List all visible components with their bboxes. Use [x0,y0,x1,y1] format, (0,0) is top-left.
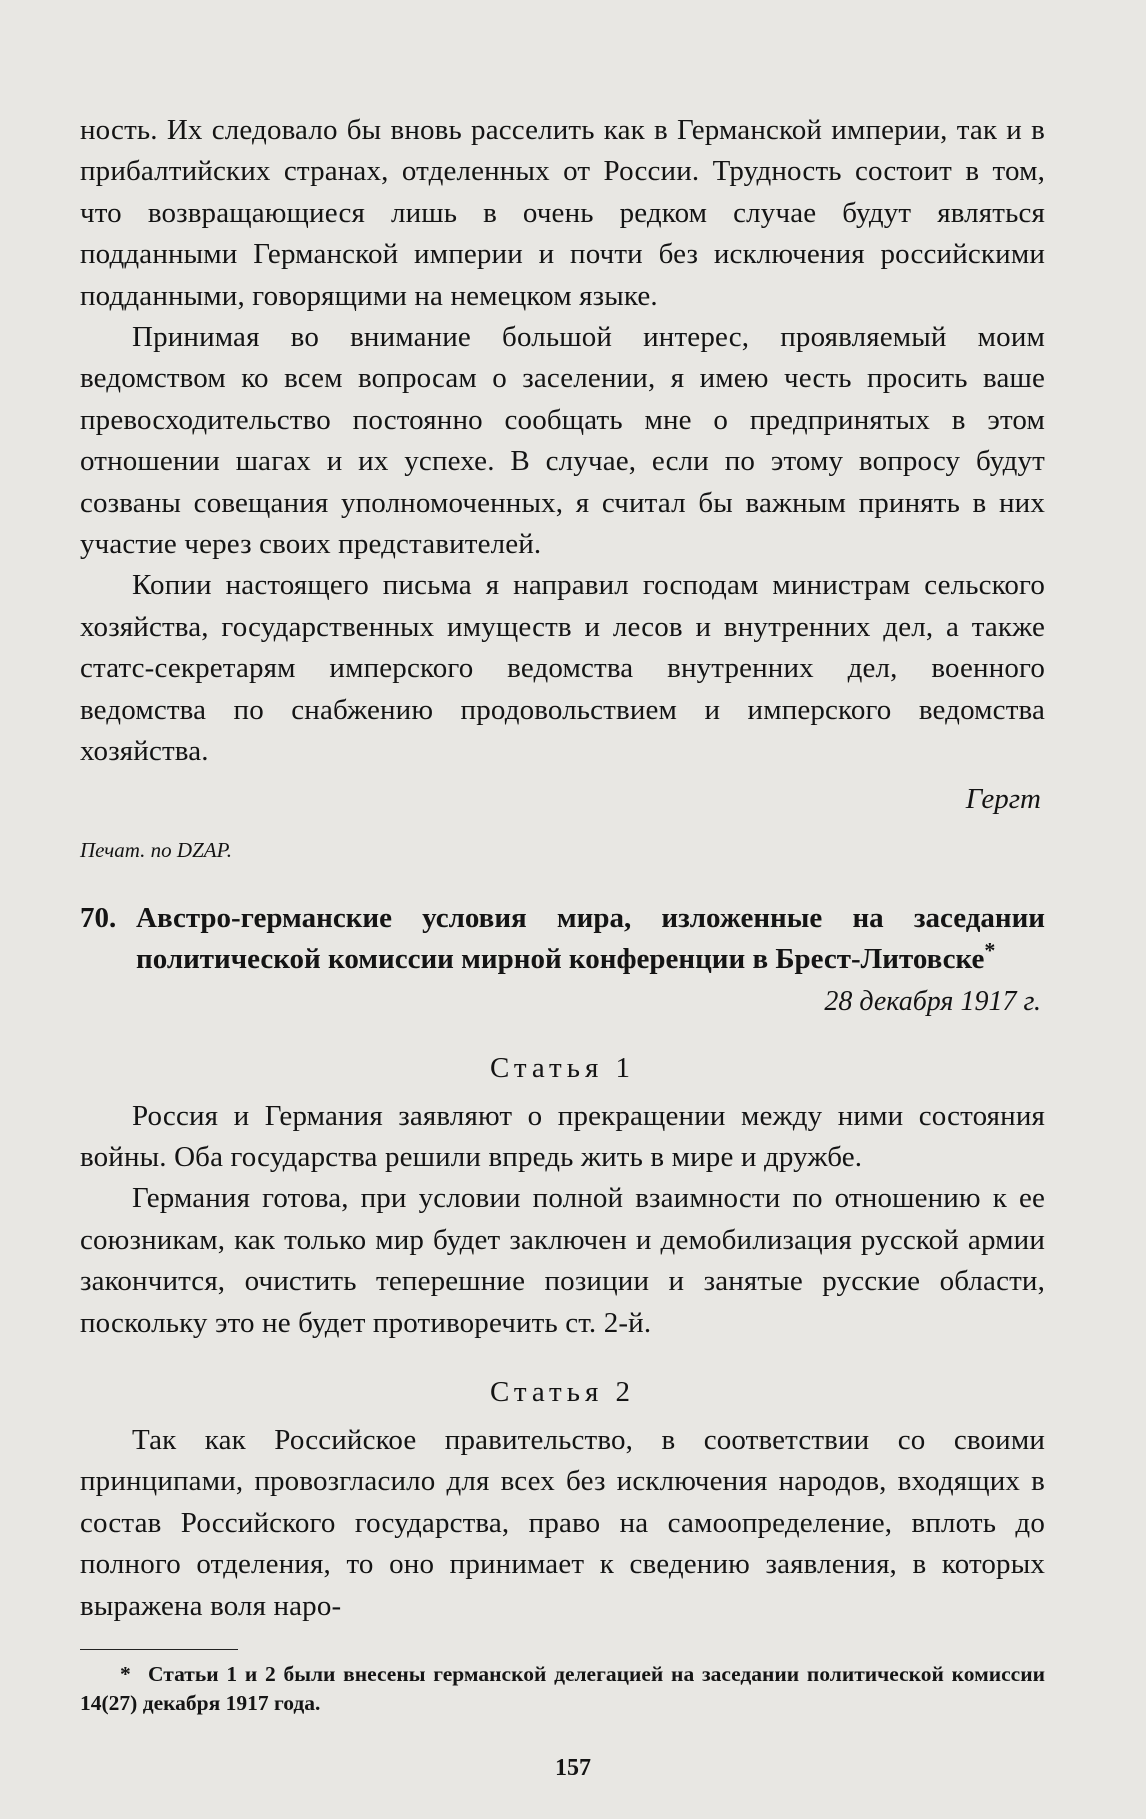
text-column [80,110,1045,1718]
page-number: 157 [555,1755,591,1781]
article-heading: Статья 2 [489,1375,636,1408]
footnote [80,1660,1045,1718]
document-date: 28 декабря 1917 г. [824,985,1041,1017]
document-title-wrap [136,898,1045,980]
paragraph: Копии настоящего письма я направил господам министрам сельского хозяйства, государственных имуществ и лесов и внутренних дел, а также статс-секретарям имперского ведомства внутренних дел, военного ведомства по снабжению продовольствием и имперского ведомства хозяйства. [80,569,1045,768]
footnote-mark: * [984,936,996,962]
paragraph-continued: ность. Их следовало бы вновь расселить как в Германской империи, так и в прибалтийских странах, отделенных от России. Трудность состоит в том, что возвращающиеся лишь в очень редком случае будут являться подданными Германской империи и почти без исключения российскими подданными, говорящими на немецком языке. [80,114,1045,312]
signature: Гергт [965,782,1041,815]
document-title: Австро-германские условия мира, изложенные на заседании политической комиссии мирной конференции в Брест-Литовске [136,901,1045,975]
article-heading: Статья 1 [489,1051,636,1084]
footnote-text: Статьи 1 и 2 были внесены германской делегацией на заседании политической комиссии 14(27) декабря 1917 года. [80,1661,1045,1715]
footnote-divider [80,1649,238,1650]
paragraph: Германия готова, при условии полной взаимности по отношению к ее союзникам, как только мир будет заключен и демобилизация русской армии закончится, очистить теперешние позиции и занятые русские области, поскольку это не будет противоречить ст. 2-й. [80,1182,1045,1339]
document-heading [80,898,1045,980]
paragraph: Принимая во внимание большой интерес, проявляемый моим ведомством ко всем вопросам о заселении, я имею честь просить ваше превосходительство постоянно сообщать мне о предпринятых в этом отношении шагах и их успехе. В случае, если по этому вопросу будут созваны совещания уполномоченных, я считал бы важным принять в них участие через своих представителей. [80,321,1045,561]
document-number: 70. [80,901,117,934]
footnote-star: * [120,1661,131,1686]
paragraph: Так как Российское правительство, в соответствии со своими принципами, провозгласило для всех без исключения народов, входящих в состав Российского государства, право на самоопределение, вплоть до полного отделения, то оно принимает к сведению заявления, в которых выражена воля наро- [80,1423,1045,1622]
source-note: Печат. по DZAP. [80,837,232,862]
paragraph: Россия и Германия заявляют о прекращении между ними состояния войны. Оба государства решили впредь жить в мире и дружбе. [80,1099,1045,1173]
